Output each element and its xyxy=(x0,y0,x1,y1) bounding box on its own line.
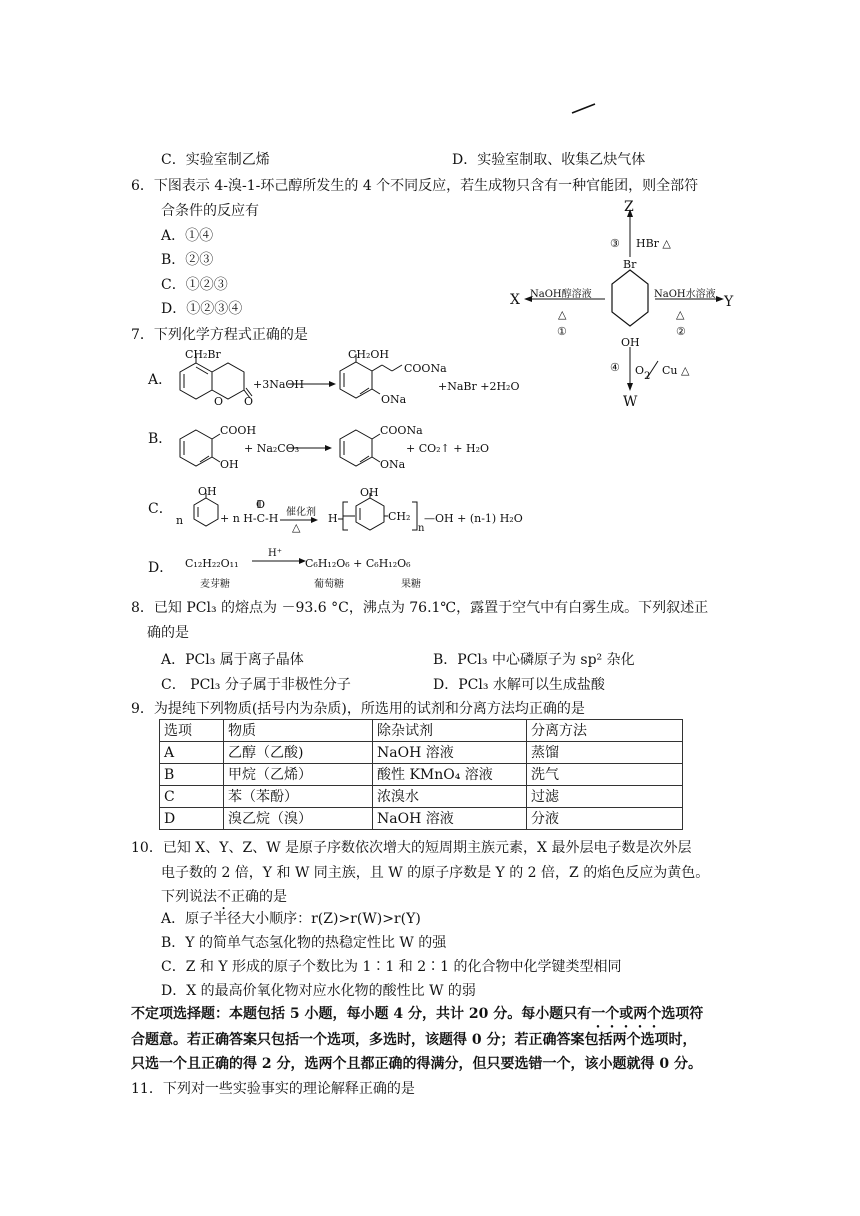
q6-r4-cond-o: O xyxy=(635,364,645,377)
q10-option-b: B．Y 的简单气态氢化物的热稳定性比 W 的强 xyxy=(161,935,447,951)
q7-c-oh: OH xyxy=(198,485,217,498)
q7-b-products: + CO₂↑ + H₂O xyxy=(406,442,490,455)
q10-stem-text-end: 正确的是 xyxy=(231,889,287,905)
q7-c-n: n xyxy=(176,514,184,527)
table-cell: 苯（苯酚） xyxy=(224,786,373,808)
section-instructions-line3: 只选一个且正确的得 2 分，选两个且都正确的得满分，但只要选错一个，该小题就得 0 分。 xyxy=(131,1056,702,1072)
q6-stem-line1: 6．下图表示 4-溴-1-环己醇所发生的 4 个不同反应，若生成物只含有一种官能团，则全部符 xyxy=(131,178,699,194)
q7-c-catalyst: 催化剂 xyxy=(286,507,316,518)
q7-d-label: D． xyxy=(148,560,174,576)
q6-product-w: W xyxy=(623,394,638,410)
q7-d-product2-name: 果糖 xyxy=(401,579,421,590)
q7-c-heat: △ xyxy=(292,521,301,534)
q6-stem-line2: 合条件的反应有 xyxy=(161,203,259,219)
section-text: 不定项选择题：本题包括 5 小题，每小题 4 分，共计 20 分。每小题只有 xyxy=(131,1006,592,1022)
table-cell: 乙醇（乙酸) xyxy=(224,742,373,764)
table-cell: 洗气 xyxy=(527,764,683,786)
q7-c-reagent: + n H-C-H xyxy=(220,512,279,525)
table-cell: C xyxy=(160,786,224,808)
table-cell: 甲烷（乙烯） xyxy=(224,764,373,786)
table-cell: D xyxy=(160,808,224,830)
q6-option-c: C．①②③ xyxy=(161,277,228,293)
q7-a-coona: COONa xyxy=(404,362,447,375)
q6-r4-cond-sub: 2 xyxy=(644,371,651,382)
table-cell: 分液 xyxy=(527,808,683,830)
q7-stem: 7．下列化学方程式正确的是 xyxy=(131,327,308,343)
q6-r4-number: ④ xyxy=(610,361,620,374)
table-cell: A xyxy=(160,742,224,764)
q9-header-reagent: 除杂试剂 xyxy=(373,720,527,742)
q6-r3-number: ③ xyxy=(610,237,620,250)
q7-d-condition: H⁺ xyxy=(268,548,282,559)
section-instructions-line1 xyxy=(131,1005,703,1031)
q7-b-reagent: + Na₂CO₃ xyxy=(244,442,300,455)
q9-header-substance: 物质 xyxy=(224,720,373,742)
q8-option-a: A．PCl₃ 属于离子晶体 xyxy=(161,652,304,668)
table-cell: 过滤 xyxy=(527,786,683,808)
q7-d-reactant: C₁₂H₂₂O₁₁ xyxy=(185,557,239,570)
q6-product-x: X xyxy=(510,292,520,308)
q5-option-c: C．实验室制乙烯 xyxy=(161,152,270,168)
section-text-end: 选项符 xyxy=(661,1006,704,1022)
table-cell: B xyxy=(160,764,224,786)
table-row xyxy=(160,742,683,764)
q7-b-cooh: COOH xyxy=(220,424,257,437)
q7-c-carbonyl-o: O xyxy=(256,498,266,511)
q6-r4-cond-cu: Cu △ xyxy=(662,364,690,377)
q9-header-method: 分离方法 xyxy=(527,720,683,742)
q6-r2-number: ② xyxy=(676,325,686,338)
section-instructions-line2: 合题意。若正确答案只包括一个选项，多选时，该题得 0 分；若正确答案包括两个选项时， xyxy=(131,1032,697,1048)
q6-option-a: A．①④ xyxy=(161,228,214,244)
q6-r3-condition: HBr △ xyxy=(636,237,671,250)
q7-a-products: +NaBr +2H₂O xyxy=(438,380,520,393)
q7-a-ch2br: CH₂Br xyxy=(185,348,221,361)
q7-c-label: C． xyxy=(148,501,173,517)
table-row xyxy=(160,786,683,808)
q6-r1-number: ① xyxy=(557,325,567,338)
table-cell: 浓溴水 xyxy=(373,786,527,808)
section-emphasis: 一个或两个 xyxy=(591,1006,662,1022)
table-cell: NaOH 溶液 xyxy=(373,808,527,830)
q6-product-y: Y xyxy=(724,294,734,310)
q7-a-carbonyl-o: O xyxy=(244,395,254,408)
q7-c-structures xyxy=(180,490,440,540)
stray-mark xyxy=(570,100,600,116)
q8-option-c: C． PCl₃ 分子属于非极性分子 xyxy=(161,677,351,693)
q8-stem-line1: 8．已知 PCl₃ 的熔点为 －93.6 °C，沸点为 76.1℃，露置于空气中有白雾生成。下列叙述正 xyxy=(131,600,709,616)
q9-stem: 9．为提纯下列物质(括号内为杂质)，所选用的试剂和分离方法均正确的是 xyxy=(131,701,585,717)
q7-c-n2: n xyxy=(418,523,425,534)
q11-stem: 11．下列对一些实验事实的理论解释正确的是 xyxy=(131,1081,415,1097)
q7-c-end: —OH + (n-1) H₂O xyxy=(424,512,523,525)
q7-b-oh: OH xyxy=(220,458,239,471)
q6-option-d: D．①②③④ xyxy=(161,301,243,317)
table-cell: NaOH 溶液 xyxy=(373,742,527,764)
q6-br-label: Br xyxy=(623,258,637,271)
q9-table-header xyxy=(160,720,683,742)
q6-option-b: B．②③ xyxy=(161,252,214,268)
q10-stem-line1: 10．已知 X、Y、Z、W 是原子序数依次增大的短周期主族元素，X 最外层电子数是次外层 xyxy=(131,840,692,856)
q10-option-d: D．X 的最高价氧化物对应水化物的酸性比 W 的弱 xyxy=(161,983,476,999)
q7-a-ch2oh: CH₂OH xyxy=(348,348,390,361)
q10-stem-text: 下列说法 xyxy=(161,889,217,905)
q8-stem-line2: 确的是 xyxy=(147,625,189,641)
q5-option-d: D．实验室制取、收集乙炔气体 xyxy=(452,152,646,168)
table-cell: 酸性 KMnO₄ 溶液 xyxy=(373,764,527,786)
q7-a-reagent: +3NaOH xyxy=(253,378,305,391)
q7-a-label: A． xyxy=(148,372,173,388)
q7-a-ring-o: O xyxy=(214,395,224,408)
q9-table xyxy=(159,719,683,830)
q7-a-ona: ONa xyxy=(381,393,407,406)
q10-option-c: C．Z 和 Y 形成的原子个数比为 1∶1 和 2∶1 的化合物中化学键类型相同 xyxy=(161,959,622,975)
q7-c-ch2: CH₂ xyxy=(388,510,411,523)
q8-option-d: D．PCl₃ 水解可以生成盐酸 xyxy=(433,677,605,693)
q7-d-product1-name: 葡萄糖 xyxy=(314,579,344,590)
q7-b-label: B． xyxy=(148,431,173,447)
q6-r1-heat: △ xyxy=(558,308,567,321)
q10-option-a: A．原子半径大小顺序：r(Z)>r(W)>r(Y) xyxy=(161,911,421,927)
q7-c-h: H xyxy=(328,512,338,525)
q6-r1-condition: NaOH醇溶液 xyxy=(530,289,592,300)
q9-header-option: 选项 xyxy=(160,720,224,742)
q6-oh-label: OH xyxy=(621,336,640,349)
q7-d-arrow xyxy=(250,556,310,566)
table-row xyxy=(160,808,683,830)
q10-stem-line2: 电子数的 2 倍，Y 和 W 同主族，且 W 的原子序数是 Y 的 2 倍，Z 的焰色反应为黄色。 xyxy=(161,865,710,881)
q7-b-coona: COONa xyxy=(380,424,423,437)
q7-c-oh2: OH xyxy=(360,486,379,499)
q8-option-b: B．PCl₃ 中心磷原子为 sp² 杂化 xyxy=(433,652,635,668)
table-row xyxy=(160,764,683,786)
table-cell: 蒸馏 xyxy=(527,742,683,764)
q7-d-reactant-name: 麦芽糖 xyxy=(200,579,230,590)
q6-r2-heat: △ xyxy=(676,308,685,321)
table-cell: 溴乙烷（溴） xyxy=(224,808,373,830)
q7-b-ona: ONa xyxy=(380,458,406,471)
q10-emphasis-not: 不 xyxy=(217,889,231,905)
q7-d-products: C₆H₁₂O₆ + C₆H₁₂O₆ xyxy=(305,557,411,570)
q6-r2-condition: NaOH水溶液 xyxy=(654,289,716,300)
q6-product-z: Z xyxy=(624,199,634,215)
